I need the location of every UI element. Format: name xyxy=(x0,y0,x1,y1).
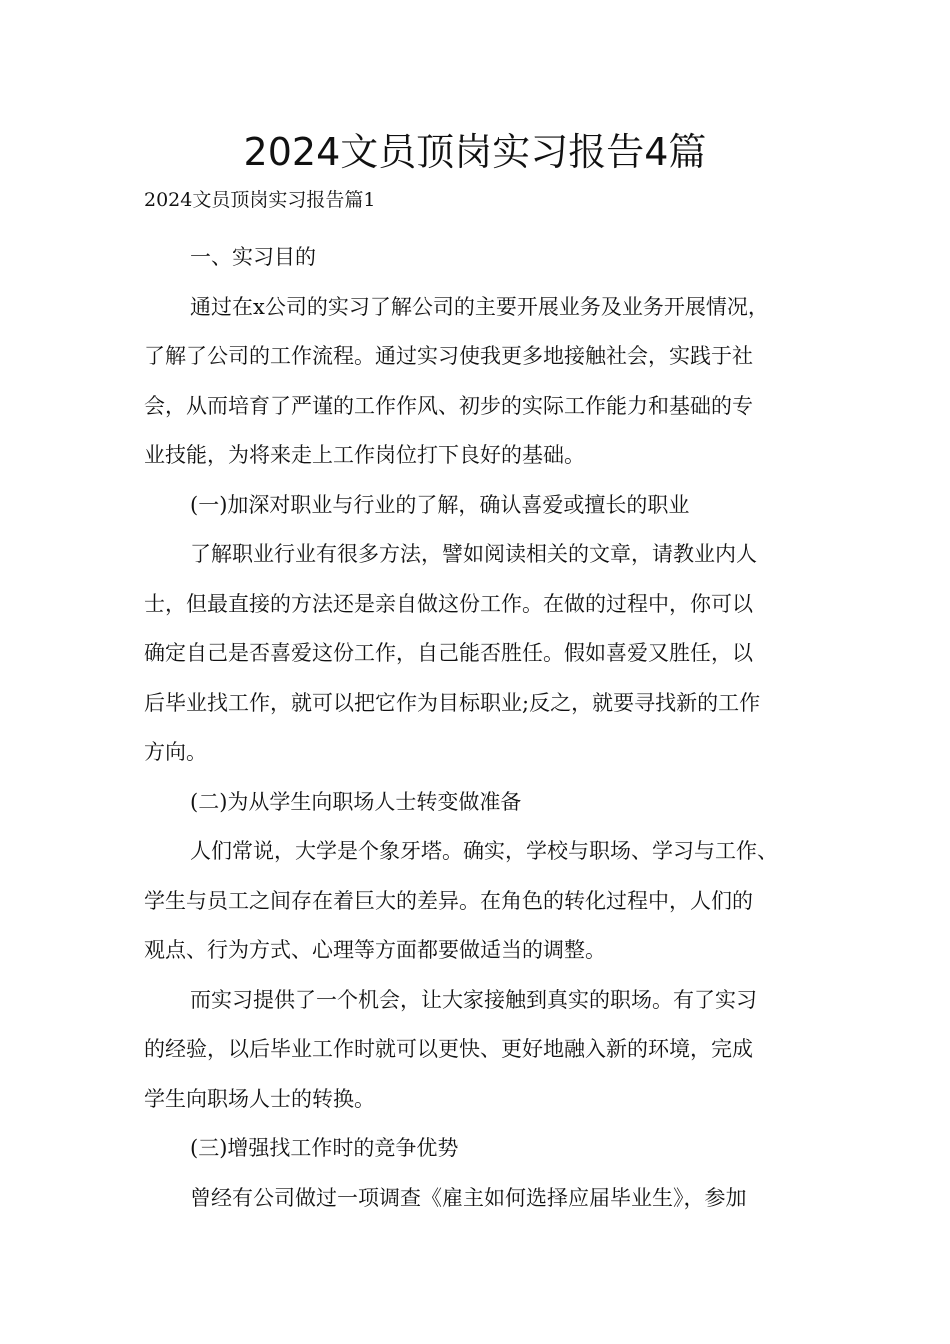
paragraph xyxy=(144,283,812,481)
text-line: 学生与员工之间存在着巨大的差异。在角色的转化过程中，人们的 xyxy=(144,888,753,913)
paragraph xyxy=(144,481,812,531)
text-line: 的经验，以后毕业工作时就可以更快、更好地融入新的环境，完成 xyxy=(144,1037,753,1061)
text-line: 了解职业行业有很多方法，譬如阅读相关的文章，请教业内人 xyxy=(190,542,757,566)
text-line: 曾经有公司做过一项调查《雇主如何选择应届毕业生》，参加 xyxy=(190,1185,747,1210)
text-line: 学生向职场人士的转换。 xyxy=(144,1086,375,1111)
text-line: 士，但最直接的方法还是亲自做这份工作。在做的过程中，你可以 xyxy=(144,591,753,616)
text-line: (一)加深对职业与行业的了解，确认喜爱或擅长的职业 xyxy=(190,492,690,517)
text-line: 一、实习目的 xyxy=(190,245,316,269)
paragraph xyxy=(144,530,812,778)
text-line: 会，从而培育了严谨的工作作风、初步的实际工作能力和基础的专 xyxy=(144,393,753,418)
text-line: 观点、行为方式、心理等方面都要做适当的调整。 xyxy=(144,938,606,962)
text-line: 通过在x公司的实习了解公司的主要开展业务及业务开展情况， xyxy=(190,294,769,319)
text-line: 后毕业找工作，就可以把它作为目标职业;反之，就要寻找新的工作 xyxy=(144,690,761,715)
document-body xyxy=(144,183,812,1223)
text-line: (三)增强找工作时的竞争优势 xyxy=(190,1136,459,1160)
text-line: 了解了公司的工作流程。通过实习使我更多地接触社会，实践于社 xyxy=(144,344,753,368)
paragraph xyxy=(144,1124,812,1174)
text-line: 确定自己是否喜爱这份工作，自己能否胜任。假如喜爱又胜任，以 xyxy=(144,641,753,665)
paragraph xyxy=(144,1174,812,1224)
document-title: 2024文员顶岗实习报告4篇 xyxy=(243,130,707,174)
text-line: 业技能，为将来走上工作岗位打下良好的基础。 xyxy=(144,443,585,467)
text-line: (二)为从学生向职场人士转变做准备 xyxy=(190,789,522,814)
paragraph xyxy=(144,233,812,283)
text-line: 方向。 xyxy=(144,740,207,764)
text-line: 人们常说，大学是个象牙塔。确实，学校与职场、学习与工作、 xyxy=(190,839,778,863)
paragraph xyxy=(144,827,812,976)
paragraph xyxy=(144,778,812,828)
paragraph xyxy=(144,976,812,1125)
text-line: 而实习提供了一个机会，让大家接触到真实的职场。有了实习 xyxy=(190,987,757,1012)
document-subtitle: 2024文员顶岗实习报告篇1 xyxy=(144,189,376,211)
